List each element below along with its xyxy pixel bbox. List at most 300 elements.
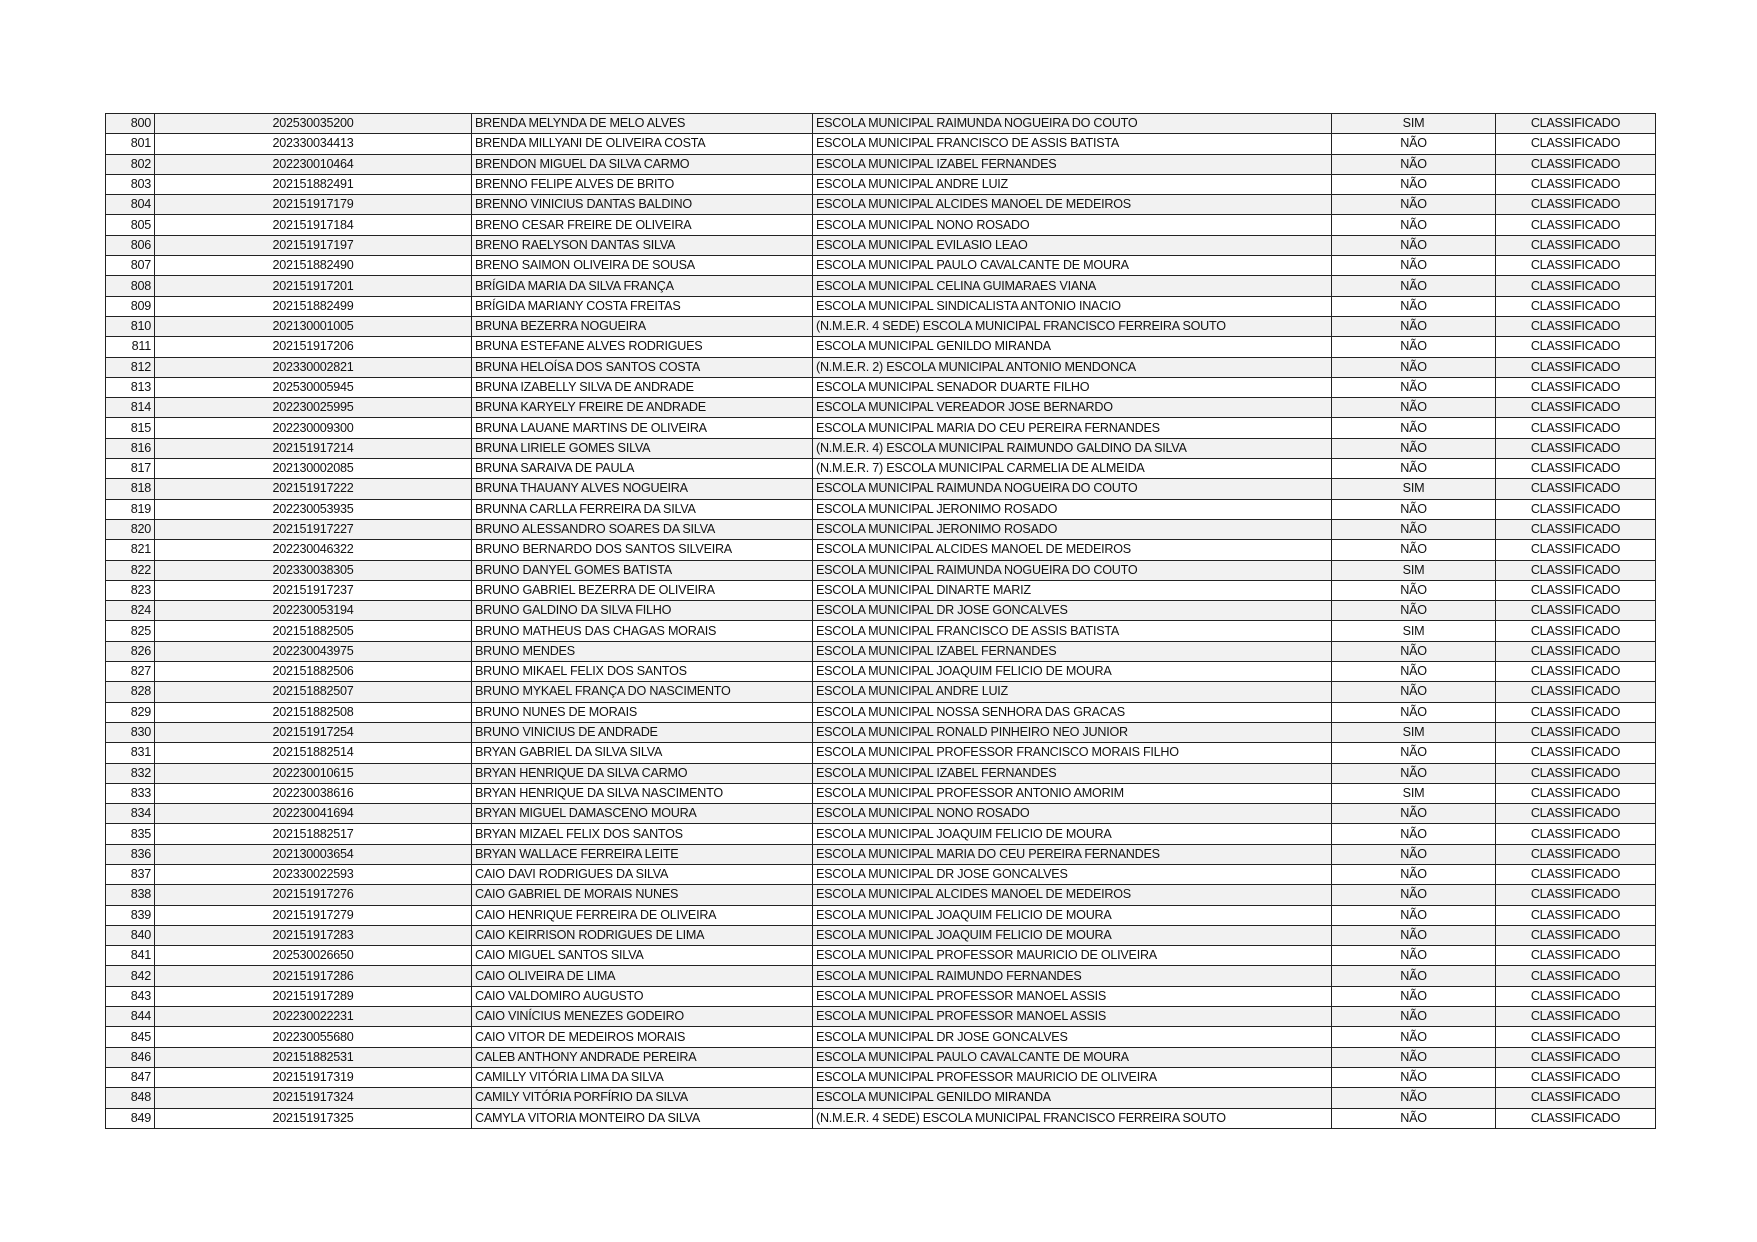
enrollment-id-cell: 202330038305 [155, 560, 472, 580]
student-name-cell: BRUNA BEZERRA NOGUEIRA [472, 316, 813, 336]
school-name-cell: ESCOLA MUNICIPAL FRANCISCO DE ASSIS BATISTA [813, 621, 1332, 641]
row-number-cell: 813 [106, 377, 155, 397]
school-name-cell: ESCOLA MUNICIPAL ALCIDES MANOEL DE MEDEIROS [813, 540, 1332, 560]
status-cell: CLASSIFICADO [1496, 316, 1656, 336]
student-name-cell: CAIO HENRIQUE FERREIRA DE OLIVEIRA [472, 905, 813, 925]
enrollment-id-cell: 202230043975 [155, 641, 472, 661]
status-cell: CLASSIFICADO [1496, 601, 1656, 621]
table-row [106, 499, 1656, 519]
priority-flag-cell: NÃO [1332, 905, 1496, 925]
priority-flag-cell: NÃO [1332, 459, 1496, 479]
status-cell: CLASSIFICADO [1496, 824, 1656, 844]
student-name-cell: CAIO KEIRRISON RODRIGUES DE LIMA [472, 925, 813, 945]
school-name-cell: ESCOLA MUNICIPAL RAIMUNDA NOGUEIRA DO COUTO [813, 114, 1332, 134]
school-name-cell: ESCOLA MUNICIPAL RAIMUNDA NOGUEIRA DO COUTO [813, 479, 1332, 499]
status-cell: CLASSIFICADO [1496, 885, 1656, 905]
status-cell: CLASSIFICADO [1496, 722, 1656, 742]
priority-flag-cell: SIM [1332, 621, 1496, 641]
status-cell: CLASSIFICADO [1496, 438, 1656, 458]
student-name-cell: CAIO VINÍCIUS MENEZES GODEIRO [472, 1007, 813, 1027]
row-number-cell: 822 [106, 560, 155, 580]
enrollment-id-cell: 202151917279 [155, 905, 472, 925]
school-name-cell: ESCOLA MUNICIPAL PAULO CAVALCANTE DE MOURA [813, 256, 1332, 276]
student-name-cell: CAIO VALDOMIRO AUGUSTO [472, 986, 813, 1006]
row-number-cell: 803 [106, 174, 155, 194]
student-name-cell: BRUNA LAUANE MARTINS DE OLIVEIRA [472, 418, 813, 438]
priority-flag-cell: NÃO [1332, 763, 1496, 783]
row-number-cell: 848 [106, 1088, 155, 1108]
student-name-cell: BRYAN WALLACE FERREIRA LEITE [472, 844, 813, 864]
row-number-cell: 827 [106, 662, 155, 682]
school-name-cell: ESCOLA MUNICIPAL MARIA DO CEU PEREIRA FERNANDES [813, 418, 1332, 438]
student-name-cell: CALEB ANTHONY ANDRADE PEREIRA [472, 1047, 813, 1067]
table-row [106, 154, 1656, 174]
student-name-cell: BRUNA LIRIELE GOMES SILVA [472, 438, 813, 458]
priority-flag-cell: NÃO [1332, 499, 1496, 519]
enrollment-id-cell: 202230009300 [155, 418, 472, 438]
enrollment-id-cell: 202151882491 [155, 174, 472, 194]
priority-flag-cell: NÃO [1332, 215, 1496, 235]
table-row [106, 905, 1656, 925]
status-cell: CLASSIFICADO [1496, 1047, 1656, 1067]
school-name-cell: ESCOLA MUNICIPAL PROFESSOR FRANCISCO MORAIS FILHO [813, 743, 1332, 763]
school-name-cell: ESCOLA MUNICIPAL VEREADOR JOSE BERNARDO [813, 398, 1332, 418]
student-name-cell: BRUNA ESTEFANE ALVES RODRIGUES [472, 337, 813, 357]
status-cell: CLASSIFICADO [1496, 256, 1656, 276]
student-name-cell: BRUNO GABRIEL BEZERRA DE OLIVEIRA [472, 580, 813, 600]
table-row [106, 134, 1656, 154]
row-number-cell: 846 [106, 1047, 155, 1067]
school-name-cell: ESCOLA MUNICIPAL PROFESSOR ANTONIO AMORIM [813, 783, 1332, 803]
school-name-cell: ESCOLA MUNICIPAL ANDRE LUIZ [813, 682, 1332, 702]
table-row [106, 1047, 1656, 1067]
priority-flag-cell: NÃO [1332, 357, 1496, 377]
status-cell: CLASSIFICADO [1496, 540, 1656, 560]
priority-flag-cell: NÃO [1332, 986, 1496, 1006]
priority-flag-cell: NÃO [1332, 804, 1496, 824]
table-row [106, 682, 1656, 702]
row-number-cell: 840 [106, 925, 155, 945]
enrollment-id-cell: 202230053194 [155, 601, 472, 621]
enrollment-id-cell: 202330022593 [155, 864, 472, 884]
row-number-cell: 805 [106, 215, 155, 235]
status-cell: CLASSIFICADO [1496, 296, 1656, 316]
enrollment-id-cell: 202530035200 [155, 114, 472, 134]
student-name-cell: BRENDA MILLYANI DE OLIVEIRA COSTA [472, 134, 813, 154]
priority-flag-cell: SIM [1332, 783, 1496, 803]
priority-flag-cell: NÃO [1332, 316, 1496, 336]
school-name-cell: (N.M.E.R. 4 SEDE) ESCOLA MUNICIPAL FRANCISCO FERREIRA SOUTO [813, 1108, 1332, 1128]
status-cell: CLASSIFICADO [1496, 844, 1656, 864]
school-name-cell: ESCOLA MUNICIPAL CELINA GUIMARAES VIANA [813, 276, 1332, 296]
status-cell: CLASSIFICADO [1496, 864, 1656, 884]
priority-flag-cell: NÃO [1332, 702, 1496, 722]
row-number-cell: 800 [106, 114, 155, 134]
table-row [106, 438, 1656, 458]
student-name-cell: CAIO VITOR DE MEDEIROS MORAIS [472, 1027, 813, 1047]
status-cell: CLASSIFICADO [1496, 114, 1656, 134]
enrollment-id-cell: 202230041694 [155, 804, 472, 824]
row-number-cell: 806 [106, 235, 155, 255]
priority-flag-cell: NÃO [1332, 641, 1496, 661]
enrollment-id-cell: 202151917197 [155, 235, 472, 255]
enrollment-id-cell: 202151882506 [155, 662, 472, 682]
student-name-cell: BRUNO MIKAEL FELIX DOS SANTOS [472, 662, 813, 682]
priority-flag-cell: NÃO [1332, 418, 1496, 438]
enrollment-id-cell: 202230025995 [155, 398, 472, 418]
student-name-cell: BRUNO DANYEL GOMES BATISTA [472, 560, 813, 580]
row-number-cell: 844 [106, 1007, 155, 1027]
table-body [106, 114, 1656, 1129]
priority-flag-cell: NÃO [1332, 682, 1496, 702]
student-name-cell: BRYAN HENRIQUE DA SILVA NASCIMENTO [472, 783, 813, 803]
priority-flag-cell: NÃO [1332, 174, 1496, 194]
priority-flag-cell: NÃO [1332, 540, 1496, 560]
table-row [106, 1108, 1656, 1128]
school-name-cell: ESCOLA MUNICIPAL DR JOSE GONCALVES [813, 1027, 1332, 1047]
table-row [106, 580, 1656, 600]
priority-flag-cell: NÃO [1332, 337, 1496, 357]
student-name-cell: BRENDON MIGUEL DA SILVA CARMO [472, 154, 813, 174]
table-row [106, 641, 1656, 661]
row-number-cell: 839 [106, 905, 155, 925]
school-name-cell: ESCOLA MUNICIPAL PROFESSOR MANOEL ASSIS [813, 1007, 1332, 1027]
student-name-cell: BRUNA IZABELLY SILVA DE ANDRADE [472, 377, 813, 397]
priority-flag-cell: SIM [1332, 114, 1496, 134]
enrollment-id-cell: 202230022231 [155, 1007, 472, 1027]
row-number-cell: 809 [106, 296, 155, 316]
school-name-cell: ESCOLA MUNICIPAL GENILDO MIRANDA [813, 337, 1332, 357]
priority-flag-cell: SIM [1332, 560, 1496, 580]
status-cell: CLASSIFICADO [1496, 418, 1656, 438]
enrollment-id-cell: 202530005945 [155, 377, 472, 397]
row-number-cell: 817 [106, 459, 155, 479]
status-cell: CLASSIFICADO [1496, 1067, 1656, 1087]
enrollment-id-cell: 202230010615 [155, 763, 472, 783]
student-name-cell: CAMILLY VITÓRIA LIMA DA SILVA [472, 1067, 813, 1087]
table-row [106, 662, 1656, 682]
priority-flag-cell: NÃO [1332, 377, 1496, 397]
table-row [106, 783, 1656, 803]
student-name-cell: BRUNO VINICIUS DE ANDRADE [472, 722, 813, 742]
status-cell: CLASSIFICADO [1496, 357, 1656, 377]
table-row [106, 925, 1656, 945]
priority-flag-cell: NÃO [1332, 925, 1496, 945]
priority-flag-cell: NÃO [1332, 134, 1496, 154]
enrollment-id-cell: 202151917283 [155, 925, 472, 945]
priority-flag-cell: NÃO [1332, 966, 1496, 986]
status-cell: CLASSIFICADO [1496, 398, 1656, 418]
enrollment-id-cell: 202230055680 [155, 1027, 472, 1047]
table-row [106, 276, 1656, 296]
classification-table [105, 113, 1656, 1129]
table-row [106, 174, 1656, 194]
school-name-cell: ESCOLA MUNICIPAL EVILASIO LEAO [813, 235, 1332, 255]
school-name-cell: ESCOLA MUNICIPAL FRANCISCO DE ASSIS BATISTA [813, 134, 1332, 154]
status-cell: CLASSIFICADO [1496, 134, 1656, 154]
row-number-cell: 828 [106, 682, 155, 702]
priority-flag-cell: NÃO [1332, 743, 1496, 763]
row-number-cell: 829 [106, 702, 155, 722]
row-number-cell: 810 [106, 316, 155, 336]
priority-flag-cell: NÃO [1332, 824, 1496, 844]
row-number-cell: 804 [106, 195, 155, 215]
school-name-cell: ESCOLA MUNICIPAL IZABEL FERNANDES [813, 763, 1332, 783]
student-name-cell: BRYAN MIZAEL FELIX DOS SANTOS [472, 824, 813, 844]
enrollment-id-cell: 202330034413 [155, 134, 472, 154]
school-name-cell: ESCOLA MUNICIPAL PROFESSOR MAURICIO DE OLIVEIRA [813, 946, 1332, 966]
enrollment-id-cell: 202151917319 [155, 1067, 472, 1087]
table-row [106, 824, 1656, 844]
enrollment-id-cell: 202151917222 [155, 479, 472, 499]
enrollment-id-cell: 202151917324 [155, 1088, 472, 1108]
priority-flag-cell: NÃO [1332, 235, 1496, 255]
table-row [106, 398, 1656, 418]
status-cell: CLASSIFICADO [1496, 662, 1656, 682]
row-number-cell: 815 [106, 418, 155, 438]
priority-flag-cell: NÃO [1332, 1108, 1496, 1128]
row-number-cell: 847 [106, 1067, 155, 1087]
enrollment-id-cell: 202151882499 [155, 296, 472, 316]
status-cell: CLASSIFICADO [1496, 966, 1656, 986]
table-row [106, 864, 1656, 884]
status-cell: CLASSIFICADO [1496, 1088, 1656, 1108]
student-name-cell: BRÍGIDA MARIANY COSTA FREITAS [472, 296, 813, 316]
school-name-cell: ESCOLA MUNICIPAL NOSSA SENHORA DAS GRACAS [813, 702, 1332, 722]
table-row [106, 316, 1656, 336]
row-number-cell: 843 [106, 986, 155, 1006]
priority-flag-cell: NÃO [1332, 580, 1496, 600]
status-cell: CLASSIFICADO [1496, 1108, 1656, 1128]
enrollment-id-cell: 202130002085 [155, 459, 472, 479]
row-number-cell: 808 [106, 276, 155, 296]
student-name-cell: BRYAN MIGUEL DAMASCENO MOURA [472, 804, 813, 824]
student-name-cell: BRENO SAIMON OLIVEIRA DE SOUSA [472, 256, 813, 276]
priority-flag-cell: NÃO [1332, 438, 1496, 458]
student-name-cell: BRYAN GABRIEL DA SILVA SILVA [472, 743, 813, 763]
row-number-cell: 826 [106, 641, 155, 661]
row-number-cell: 812 [106, 357, 155, 377]
enrollment-id-cell: 202230010464 [155, 154, 472, 174]
school-name-cell: ESCOLA MUNICIPAL IZABEL FERNANDES [813, 641, 1332, 661]
priority-flag-cell: NÃO [1332, 195, 1496, 215]
row-number-cell: 832 [106, 763, 155, 783]
school-name-cell: ESCOLA MUNICIPAL GENILDO MIRANDA [813, 1088, 1332, 1108]
row-number-cell: 801 [106, 134, 155, 154]
table-row [106, 519, 1656, 539]
enrollment-id-cell: 202230046322 [155, 540, 472, 560]
student-name-cell: BRUNNA CARLLA FERREIRA DA SILVA [472, 499, 813, 519]
status-cell: CLASSIFICADO [1496, 682, 1656, 702]
priority-flag-cell: NÃO [1332, 1027, 1496, 1047]
table-row [106, 844, 1656, 864]
row-number-cell: 814 [106, 398, 155, 418]
table-row [106, 337, 1656, 357]
status-cell: CLASSIFICADO [1496, 580, 1656, 600]
school-name-cell: ESCOLA MUNICIPAL DR JOSE GONCALVES [813, 601, 1332, 621]
student-name-cell: BRUNA KARYELY FREIRE DE ANDRADE [472, 398, 813, 418]
school-name-cell: ESCOLA MUNICIPAL SINDICALISTA ANTONIO INACIO [813, 296, 1332, 316]
table-row [106, 1088, 1656, 1108]
student-name-cell: BRENO CESAR FREIRE DE OLIVEIRA [472, 215, 813, 235]
enrollment-id-cell: 202151882517 [155, 824, 472, 844]
enrollment-id-cell: 202330002821 [155, 357, 472, 377]
student-name-cell: CAMILY VITÓRIA PORFÍRIO DA SILVA [472, 1088, 813, 1108]
student-name-cell: BRUNO MYKAEL FRANÇA DO NASCIMENTO [472, 682, 813, 702]
table-row [106, 804, 1656, 824]
enrollment-id-cell: 202151917286 [155, 966, 472, 986]
enrollment-id-cell: 202151882508 [155, 702, 472, 722]
table-row [106, 1007, 1656, 1027]
status-cell: CLASSIFICADO [1496, 986, 1656, 1006]
priority-flag-cell: NÃO [1332, 398, 1496, 418]
table-row [106, 479, 1656, 499]
table-row [106, 743, 1656, 763]
table-row [106, 256, 1656, 276]
student-name-cell: BRUNA THAUANY ALVES NOGUEIRA [472, 479, 813, 499]
status-cell: CLASSIFICADO [1496, 459, 1656, 479]
priority-flag-cell: NÃO [1332, 1007, 1496, 1027]
enrollment-id-cell: 202151882514 [155, 743, 472, 763]
school-name-cell: ESCOLA MUNICIPAL ALCIDES MANOEL DE MEDEIROS [813, 195, 1332, 215]
status-cell: CLASSIFICADO [1496, 905, 1656, 925]
row-number-cell: 836 [106, 844, 155, 864]
enrollment-id-cell: 202151882490 [155, 256, 472, 276]
priority-flag-cell: NÃO [1332, 844, 1496, 864]
status-cell: CLASSIFICADO [1496, 174, 1656, 194]
school-name-cell: ESCOLA MUNICIPAL IZABEL FERNANDES [813, 154, 1332, 174]
student-name-cell: BRUNA HELOÍSA DOS SANTOS COSTA [472, 357, 813, 377]
enrollment-id-cell: 202151917289 [155, 986, 472, 1006]
table-row [106, 1067, 1656, 1087]
enrollment-id-cell: 202130001005 [155, 316, 472, 336]
table-row [106, 946, 1656, 966]
row-number-cell: 842 [106, 966, 155, 986]
enrollment-id-cell: 202151917325 [155, 1108, 472, 1128]
enrollment-id-cell: 202530026650 [155, 946, 472, 966]
status-cell: CLASSIFICADO [1496, 1027, 1656, 1047]
status-cell: CLASSIFICADO [1496, 499, 1656, 519]
row-number-cell: 841 [106, 946, 155, 966]
table-row [106, 986, 1656, 1006]
school-name-cell: ESCOLA MUNICIPAL MARIA DO CEU PEREIRA FERNANDES [813, 844, 1332, 864]
student-name-cell: BRUNA SARAIVA DE PAULA [472, 459, 813, 479]
status-cell: CLASSIFICADO [1496, 702, 1656, 722]
school-name-cell: ESCOLA MUNICIPAL ALCIDES MANOEL DE MEDEIROS [813, 885, 1332, 905]
school-name-cell: ESCOLA MUNICIPAL ANDRE LUIZ [813, 174, 1332, 194]
student-name-cell: BRUNO NUNES DE MORAIS [472, 702, 813, 722]
table-row [106, 722, 1656, 742]
enrollment-id-cell: 202151882505 [155, 621, 472, 641]
school-name-cell: ESCOLA MUNICIPAL SENADOR DUARTE FILHO [813, 377, 1332, 397]
enrollment-id-cell: 202230038616 [155, 783, 472, 803]
enrollment-id-cell: 202130003654 [155, 844, 472, 864]
school-name-cell: ESCOLA MUNICIPAL PROFESSOR MANOEL ASSIS [813, 986, 1332, 1006]
status-cell: CLASSIFICADO [1496, 804, 1656, 824]
priority-flag-cell: NÃO [1332, 946, 1496, 966]
row-number-cell: 834 [106, 804, 155, 824]
enrollment-id-cell: 202151917237 [155, 580, 472, 600]
table-row [106, 418, 1656, 438]
priority-flag-cell: NÃO [1332, 601, 1496, 621]
status-cell: CLASSIFICADO [1496, 783, 1656, 803]
school-name-cell: ESCOLA MUNICIPAL RAIMUNDO FERNANDES [813, 966, 1332, 986]
table-row [106, 235, 1656, 255]
school-name-cell: ESCOLA MUNICIPAL JOAQUIM FELICIO DE MOURA [813, 905, 1332, 925]
student-name-cell: BRUNO MATHEUS DAS CHAGAS MORAIS [472, 621, 813, 641]
row-number-cell: 833 [106, 783, 155, 803]
school-name-cell: (N.M.E.R. 7) ESCOLA MUNICIPAL CARMELIA DE ALMEIDA [813, 459, 1332, 479]
enrollment-id-cell: 202151917214 [155, 438, 472, 458]
school-name-cell: ESCOLA MUNICIPAL JERONIMO ROSADO [813, 519, 1332, 539]
row-number-cell: 823 [106, 580, 155, 600]
row-number-cell: 821 [106, 540, 155, 560]
student-name-cell: BRENNO FELIPE ALVES DE BRITO [472, 174, 813, 194]
table-row [106, 296, 1656, 316]
status-cell: CLASSIFICADO [1496, 235, 1656, 255]
table-row [106, 114, 1656, 134]
student-name-cell: BRYAN HENRIQUE DA SILVA CARMO [472, 763, 813, 783]
status-cell: CLASSIFICADO [1496, 763, 1656, 783]
row-number-cell: 830 [106, 722, 155, 742]
status-cell: CLASSIFICADO [1496, 743, 1656, 763]
student-name-cell: BRENNO VINICIUS DANTAS BALDINO [472, 195, 813, 215]
status-cell: CLASSIFICADO [1496, 925, 1656, 945]
enrollment-id-cell: 202151917227 [155, 519, 472, 539]
school-name-cell: ESCOLA MUNICIPAL JERONIMO ROSADO [813, 499, 1332, 519]
status-cell: CLASSIFICADO [1496, 195, 1656, 215]
table-row [106, 560, 1656, 580]
student-name-cell: CAMYLA VITORIA MONTEIRO DA SILVA [472, 1108, 813, 1128]
student-name-cell: BRENDA MELYNDA DE MELO ALVES [472, 114, 813, 134]
school-name-cell: ESCOLA MUNICIPAL RONALD PINHEIRO NEO JUNIOR [813, 722, 1332, 742]
table-row [106, 377, 1656, 397]
priority-flag-cell: NÃO [1332, 662, 1496, 682]
priority-flag-cell: NÃO [1332, 519, 1496, 539]
row-number-cell: 818 [106, 479, 155, 499]
table-row [106, 885, 1656, 905]
priority-flag-cell: NÃO [1332, 296, 1496, 316]
priority-flag-cell: SIM [1332, 722, 1496, 742]
table-row [106, 763, 1656, 783]
enrollment-id-cell: 202151917184 [155, 215, 472, 235]
row-number-cell: 819 [106, 499, 155, 519]
table-row [106, 966, 1656, 986]
table-row [106, 459, 1656, 479]
status-cell: CLASSIFICADO [1496, 560, 1656, 580]
table-row [106, 540, 1656, 560]
priority-flag-cell: NÃO [1332, 885, 1496, 905]
status-cell: CLASSIFICADO [1496, 641, 1656, 661]
enrollment-id-cell: 202151917276 [155, 885, 472, 905]
status-cell: CLASSIFICADO [1496, 479, 1656, 499]
priority-flag-cell: NÃO [1332, 1047, 1496, 1067]
student-name-cell: BRUNO MENDES [472, 641, 813, 661]
priority-flag-cell: NÃO [1332, 1088, 1496, 1108]
school-name-cell: (N.M.E.R. 2) ESCOLA MUNICIPAL ANTONIO MENDONCA [813, 357, 1332, 377]
table-row [106, 1027, 1656, 1047]
row-number-cell: 802 [106, 154, 155, 174]
enrollment-id-cell: 202151917201 [155, 276, 472, 296]
status-cell: CLASSIFICADO [1496, 377, 1656, 397]
school-name-cell: ESCOLA MUNICIPAL JOAQUIM FELICIO DE MOURA [813, 925, 1332, 945]
student-name-cell: BRUNO ALESSANDRO SOARES DA SILVA [472, 519, 813, 539]
table-row [106, 621, 1656, 641]
row-number-cell: 831 [106, 743, 155, 763]
student-name-cell: CAIO DAVI RODRIGUES DA SILVA [472, 864, 813, 884]
row-number-cell: 820 [106, 519, 155, 539]
school-name-cell: ESCOLA MUNICIPAL JOAQUIM FELICIO DE MOURA [813, 824, 1332, 844]
